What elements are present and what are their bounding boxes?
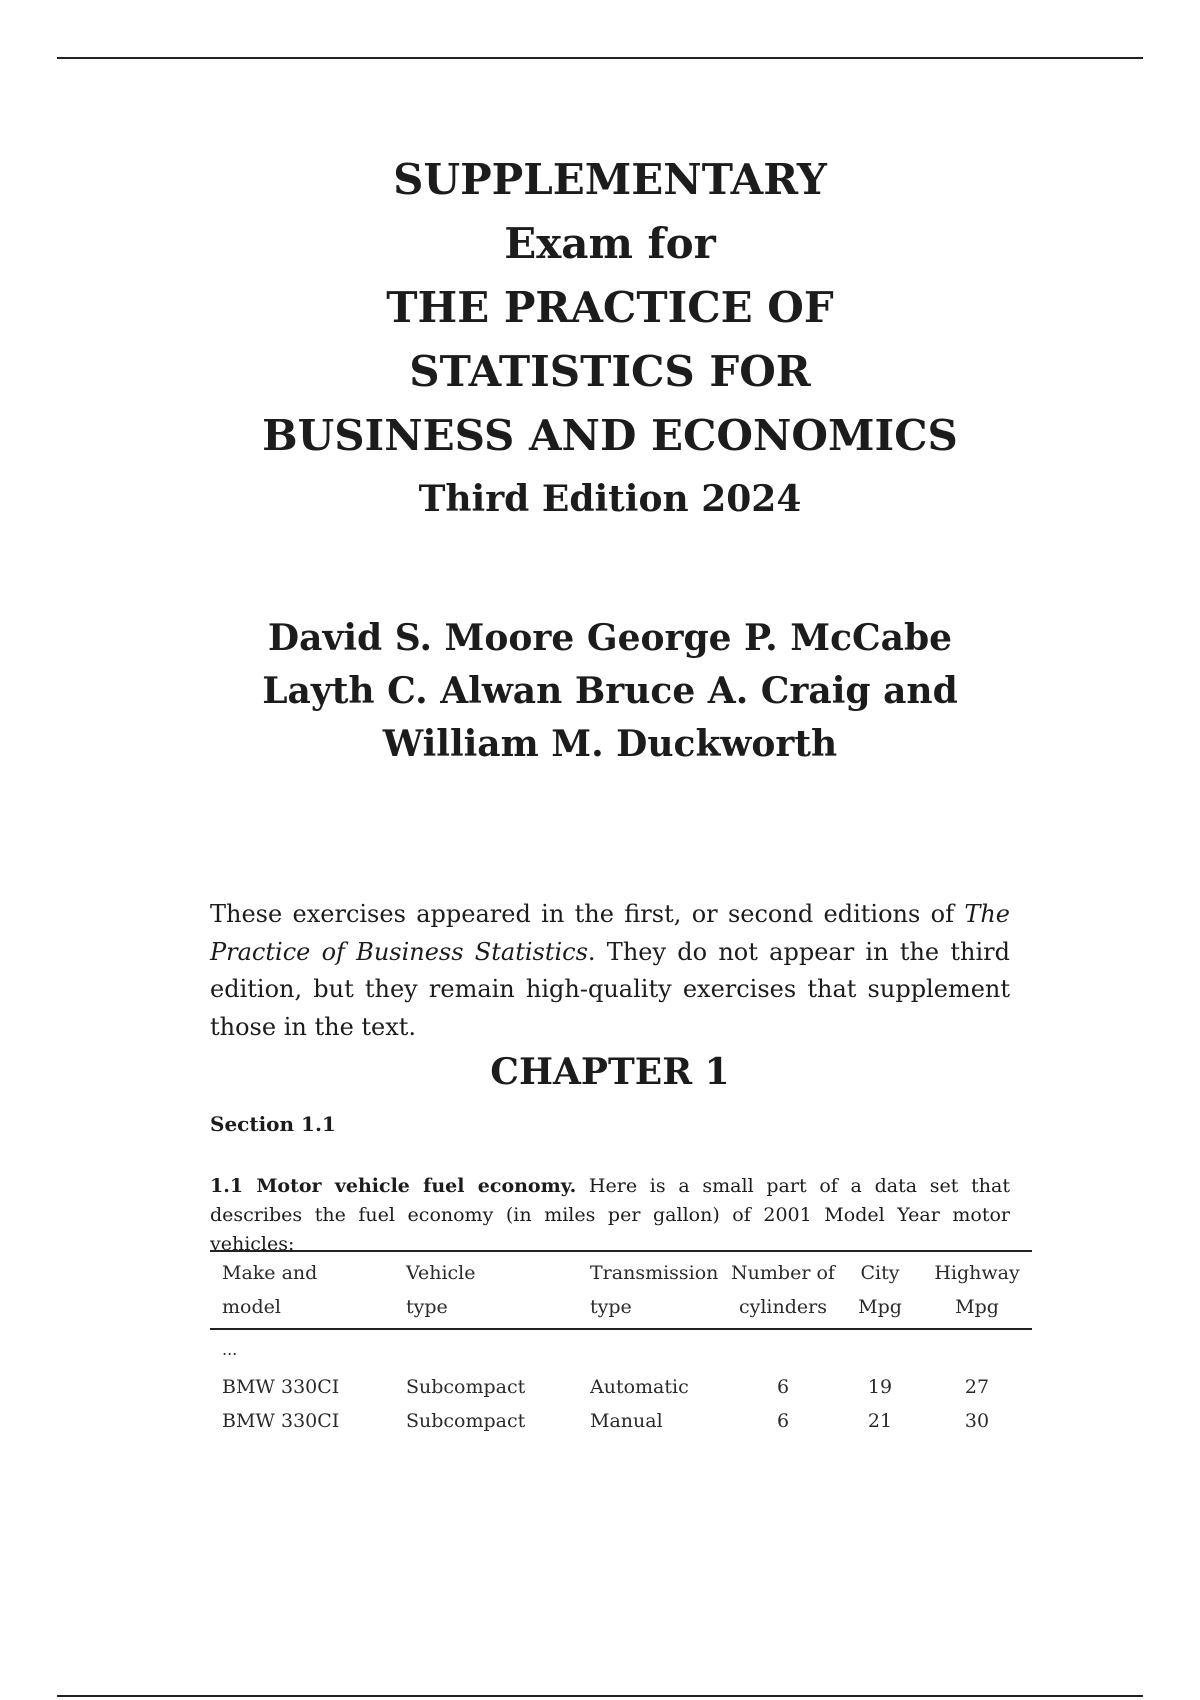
table-cell: 30 [964,1410,990,1432]
column-header: Transmission type [578,1251,728,1329]
table-cell: 6 [776,1376,790,1398]
fuel-economy-table [210,1250,1032,1438]
table-cell: BMW 330CI [222,1410,340,1432]
intro-text-2: . They do not appear in the third edition, but they remain high-quality exercises that supplement those in the text. [210,937,1010,1041]
table-cell: Manual [590,1410,663,1432]
authors: David S. Moore George P. McCabe Layth C. Alwan Bruce A. Craig and William M. Duckworth [262,617,958,765]
edition-label: Third Edition 2024 [418,478,802,520]
title-line-5: BUSINESS AND ECONOMICS [262,411,958,460]
table-cell: Subcompact [406,1410,526,1432]
exercise-text: Here is a small part of a data set that describes the fuel economy (in miles per gallon) of 2001 Model Year motor vehicles: [210,1175,1010,1255]
column-header: Number of cylinders [728,1251,838,1329]
column-header: Make and model [210,1251,394,1329]
bottom-rule [57,1695,1143,1697]
exercise-label: 1.1 Motor vehicle fuel economy. [210,1175,577,1197]
title-line-4: STATISTICS FOR [409,347,811,396]
table-ellipsis-row [210,1329,1032,1370]
column-header: Highway Mpg [922,1251,1032,1329]
table-cell: Subcompact [406,1376,526,1398]
table-cell: BMW 330CI [222,1376,340,1398]
table-header-row [210,1251,1032,1329]
table-row [210,1370,1032,1404]
title-line-3: THE PRACTICE OF [386,283,834,332]
column-header: Vehicle type [394,1251,578,1329]
title-line-1: SUPPLEMENTARY [393,155,827,204]
table-cell: 19 [867,1376,893,1398]
table-cell: 6 [776,1410,790,1432]
intro-book-title: The Practice of Business Statistics [210,900,1010,966]
table-cell: Automatic [590,1376,689,1398]
intro-text-1: These exercises appeared in the first, or second editions of [210,900,965,928]
document-title [210,148,1010,528]
title-line-2: Exam for [504,219,716,268]
ellipsis-cell: ... [222,1340,238,1359]
table-cell: 21 [867,1410,893,1432]
table-row [210,1404,1032,1438]
table-cell: 27 [964,1376,990,1398]
section-heading: Section 1.1 [210,1112,336,1136]
exercise-1-1 [210,1172,1010,1259]
chapter-heading: CHAPTER 1 [490,1051,730,1093]
top-rule [57,57,1143,59]
column-header: City Mpg [838,1251,922,1329]
intro-paragraph [210,896,1010,1046]
